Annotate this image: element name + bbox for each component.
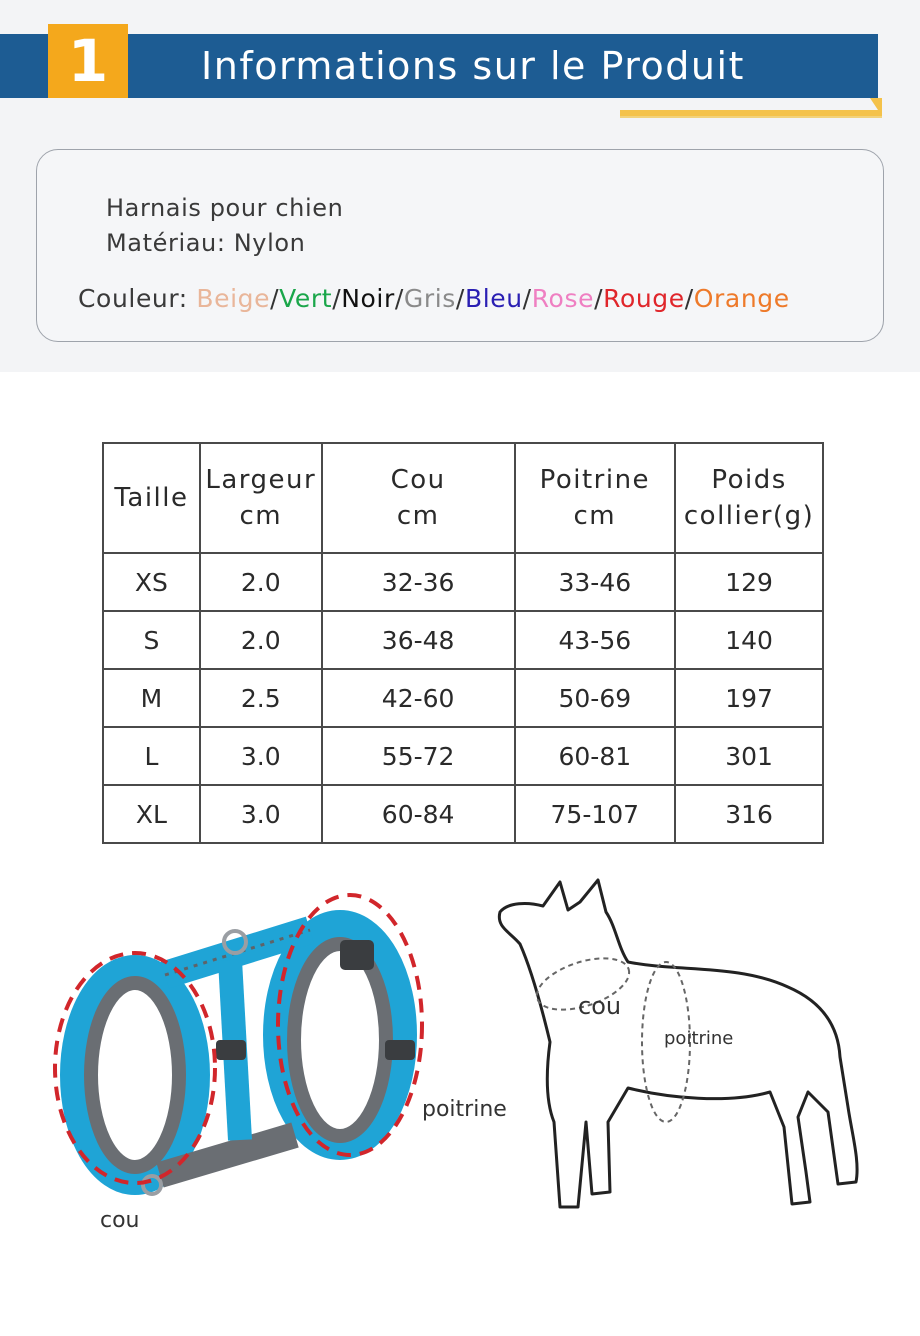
cell-chest: 75-107 [515, 785, 676, 843]
header-weight: Poids collier(g) [675, 443, 823, 553]
table-row [103, 669, 823, 727]
cell-size: XL [103, 785, 200, 843]
cell-width: 3.0 [200, 785, 322, 843]
harness-chest-label: poitrine [422, 1097, 507, 1122]
cell-width: 2.0 [200, 553, 322, 611]
color-option-vert: Vert [279, 284, 333, 313]
dog-chest-label: poitrine [664, 1028, 734, 1049]
color-option-gris: Gris [403, 284, 456, 313]
color-option-noir: Noir [341, 284, 395, 313]
cell-chest: 33-46 [515, 553, 676, 611]
cell-size: XS [103, 553, 200, 611]
size-table [102, 442, 824, 844]
cell-neck: 36-48 [322, 611, 515, 669]
cell-width: 2.5 [200, 669, 322, 727]
cell-neck: 42-60 [322, 669, 515, 727]
cell-width: 3.0 [200, 727, 322, 785]
cell-weight: 316 [675, 785, 823, 843]
color-option-bleu: Bleu [464, 284, 523, 313]
banner-accent-stripe [620, 96, 882, 118]
cell-width: 2.0 [200, 611, 322, 669]
dog-neck-label: cou [578, 992, 622, 1020]
color-list [196, 284, 789, 313]
cell-neck: 32-36 [322, 553, 515, 611]
cell-weight: 129 [675, 553, 823, 611]
size-table-header [103, 443, 823, 553]
color-separator: / [332, 284, 342, 313]
header-chest: Poitrine cm [515, 443, 676, 553]
table-row [103, 727, 823, 785]
product-material: Matériau: Nylon [106, 229, 306, 257]
color-option-orange: Orange [693, 284, 790, 313]
table-row [103, 553, 823, 611]
harness-neck-label: cou [100, 1208, 140, 1233]
harness-illustration [40, 890, 440, 1240]
cell-size: L [103, 727, 200, 785]
header-neck: Cou cm [322, 443, 515, 553]
cell-chest: 50-69 [515, 669, 676, 727]
header-width: Largeur cm [200, 443, 322, 553]
color-option-rouge: Rouge [603, 284, 685, 313]
cell-weight: 301 [675, 727, 823, 785]
product-type: Harnais pour chien [106, 194, 344, 222]
color-option-beige: Beige [196, 284, 271, 313]
color-option-rose: Rose [531, 284, 595, 313]
cell-weight: 197 [675, 669, 823, 727]
color-separator: / [455, 284, 465, 313]
cell-chest: 43-56 [515, 611, 676, 669]
color-separator: / [594, 284, 604, 313]
section-number-badge: 1 [48, 24, 128, 98]
cell-size: S [103, 611, 200, 669]
color-separator: / [270, 284, 280, 313]
cell-neck: 55-72 [322, 727, 515, 785]
cell-size: M [103, 669, 200, 727]
color-separator: / [684, 284, 694, 313]
color-separator: / [522, 284, 532, 313]
cell-neck: 60-84 [322, 785, 515, 843]
color-label: Couleur: [78, 284, 197, 313]
product-colors [78, 284, 790, 313]
table-row [103, 785, 823, 843]
section-title: Informations sur le Produit [201, 44, 745, 88]
color-separator: / [394, 284, 404, 313]
cell-chest: 60-81 [515, 727, 676, 785]
header-size: Taille [103, 443, 200, 553]
cell-weight: 140 [675, 611, 823, 669]
table-row [103, 611, 823, 669]
